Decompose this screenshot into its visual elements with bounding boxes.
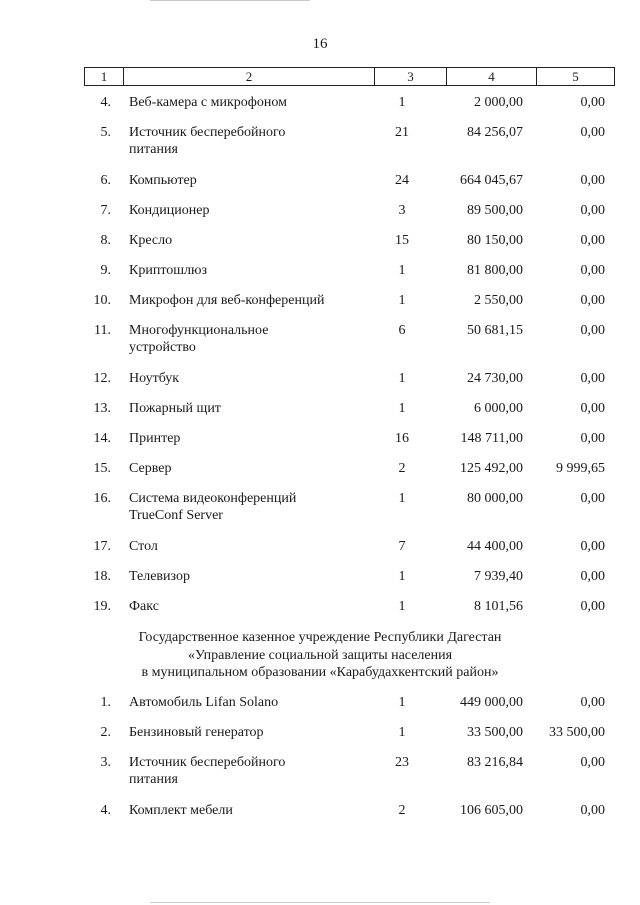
item-name-line: Многофункциональное (129, 323, 269, 338)
item-name-line: Веб-камера с микрофоном (129, 95, 287, 110)
book-value: 2 000,00 (474, 95, 523, 110)
item-name-line: Система видеоконференций (129, 491, 297, 506)
residual-value: 0,00 (580, 125, 605, 140)
book-value: 148 711,00 (460, 431, 523, 446)
row-number: 1. (100, 695, 111, 710)
residual-value: 0,00 (580, 695, 605, 710)
item-name-line: Факс (129, 599, 159, 614)
section-heading-line: в муниципальном образовании «Карабудахкентский район» (141, 665, 499, 680)
quantity: 2 (398, 461, 406, 476)
item-name-line: устройство (129, 340, 196, 355)
row-number: 8. (100, 233, 111, 248)
book-value: 125 492,00 (460, 461, 523, 476)
item-name (129, 724, 359, 741)
section-heading-line: Государственное казенное учреждение Республики Дагестан (138, 630, 502, 645)
quantity: 1 (398, 95, 406, 110)
residual-value: 0,00 (580, 431, 605, 446)
quantity: 15 (395, 233, 409, 248)
item-name (129, 202, 359, 219)
residual-value: 0,00 (580, 371, 605, 386)
quantity: 1 (398, 263, 406, 278)
quantity: 1 (398, 371, 406, 386)
book-value: 84 256,07 (467, 125, 523, 140)
item-name (129, 694, 359, 711)
scan-bottom-edge-line (150, 902, 490, 903)
item-name-line: Комплект мебели (129, 803, 233, 818)
row-number: 13. (93, 401, 111, 416)
row-number: 16. (93, 491, 111, 506)
row-number: 7. (100, 203, 111, 218)
book-value: 83 216,84 (467, 755, 523, 770)
column-header-3: 3 (375, 68, 447, 86)
item-name (129, 598, 359, 615)
item-name (129, 292, 359, 309)
row-number: 14. (93, 431, 111, 446)
quantity: 16 (395, 431, 409, 446)
book-value: 33 500,00 (467, 725, 523, 740)
item-name-line: Источник бесперебойного (129, 125, 286, 140)
book-value: 6 000,00 (474, 401, 523, 416)
row-number: 4. (100, 803, 111, 818)
quantity: 1 (398, 491, 406, 506)
residual-value: 0,00 (580, 95, 605, 110)
row-number: 12. (93, 371, 111, 386)
item-name-line: Пожарный щит (129, 401, 221, 416)
item-name (129, 538, 359, 555)
row-number: 17. (93, 539, 111, 554)
residual-value: 0,00 (580, 755, 605, 770)
book-value: 2 550,00 (474, 293, 523, 308)
book-value: 449 000,00 (460, 695, 523, 710)
quantity: 21 (395, 125, 409, 140)
item-name (129, 262, 359, 279)
residual-value: 0,00 (580, 803, 605, 818)
book-value: 7 939,40 (474, 569, 523, 584)
residual-value: 0,00 (580, 203, 605, 218)
residual-value: 0,00 (580, 491, 605, 506)
row-number: 11. (94, 323, 111, 338)
column-header-4: 4 (447, 68, 537, 86)
section-heading-line: «Управление социальной защиты населения (187, 647, 453, 663)
residual-value: 0,00 (580, 233, 605, 248)
row-number: 10. (93, 293, 111, 308)
item-name-line: Компьютер (129, 173, 197, 188)
page-number: 16 (312, 36, 328, 52)
item-name-line: Микрофон для веб-конференций (129, 293, 325, 308)
column-header-2: 2 (124, 68, 375, 86)
book-value: 44 400,00 (467, 539, 523, 554)
row-number: 4. (100, 95, 111, 110)
quantity: 1 (398, 293, 406, 308)
book-value: 89 500,00 (467, 203, 523, 218)
residual-value: 0,00 (580, 323, 605, 338)
residual-value: 0,00 (580, 173, 605, 188)
item-name-line: Источник бесперебойного (129, 755, 286, 770)
item-name (129, 370, 359, 387)
item-name (129, 802, 359, 819)
item-name-line: Принтер (129, 431, 181, 446)
residual-value: 0,00 (580, 569, 605, 584)
item-name (129, 322, 359, 356)
item-name-line: Кондиционер (129, 203, 210, 218)
quantity: 24 (395, 173, 409, 188)
item-name-line: Бензиновый генератор (129, 725, 264, 740)
book-value: 80 000,00 (467, 491, 523, 506)
quantity: 23 (395, 755, 409, 770)
quantity: 3 (398, 203, 406, 218)
residual-value: 0,00 (580, 401, 605, 416)
column-header-5: 5 (537, 68, 615, 86)
residual-value: 0,00 (580, 263, 605, 278)
item-name-line: Кресло (129, 233, 173, 248)
quantity: 2 (398, 803, 406, 818)
row-number: 5. (100, 125, 111, 140)
quantity: 1 (398, 569, 406, 584)
book-value: 24 730,00 (467, 371, 523, 386)
item-name (129, 568, 359, 585)
row-number: 19. (93, 599, 111, 614)
item-name-line: Автомобиль Lifan Solano (129, 695, 279, 710)
item-name-line: питания (129, 772, 178, 787)
residual-value: 0,00 (580, 539, 605, 554)
item-name (129, 490, 359, 524)
item-name-line: Криптошлюз (129, 263, 208, 278)
scan-top-edge-line (150, 0, 310, 1)
item-name (129, 460, 359, 477)
row-number: 6. (100, 173, 111, 188)
book-value: 81 800,00 (467, 263, 523, 278)
residual-value: 0,00 (580, 599, 605, 614)
column-number-header (84, 67, 615, 86)
quantity: 6 (398, 323, 406, 338)
item-name-line: Сервер (129, 461, 172, 476)
book-value: 664 045,67 (460, 173, 523, 188)
item-name (129, 400, 359, 417)
row-number: 9. (100, 263, 111, 278)
residual-value: 9 999,65 (556, 461, 605, 476)
row-number: 15. (93, 461, 111, 476)
quantity: 1 (398, 599, 406, 614)
item-name (129, 124, 359, 158)
quantity: 1 (398, 401, 406, 416)
quantity: 1 (398, 725, 406, 740)
book-value: 50 681,15 (467, 323, 523, 338)
item-name-line: питания (129, 142, 178, 157)
item-name (129, 172, 359, 189)
item-name (129, 430, 359, 447)
item-name (129, 754, 359, 788)
residual-value: 33 500,00 (549, 725, 605, 740)
item-name-line: Телевизор (129, 569, 190, 584)
quantity: 1 (398, 695, 406, 710)
row-number: 3. (100, 755, 111, 770)
item-name (129, 94, 359, 111)
row-number: 18. (93, 569, 111, 584)
item-name-line: TrueConf Server (129, 508, 223, 523)
book-value: 106 605,00 (460, 803, 523, 818)
book-value: 80 150,00 (467, 233, 523, 248)
item-name-line: Ноутбук (129, 371, 180, 386)
book-value: 8 101,56 (474, 599, 523, 614)
item-name-line: Стол (129, 539, 158, 554)
column-header-1: 1 (85, 68, 124, 86)
section-heading (0, 629, 640, 682)
quantity: 7 (398, 539, 406, 554)
item-name (129, 232, 359, 249)
residual-value: 0,00 (580, 293, 605, 308)
row-number: 2. (100, 725, 111, 740)
